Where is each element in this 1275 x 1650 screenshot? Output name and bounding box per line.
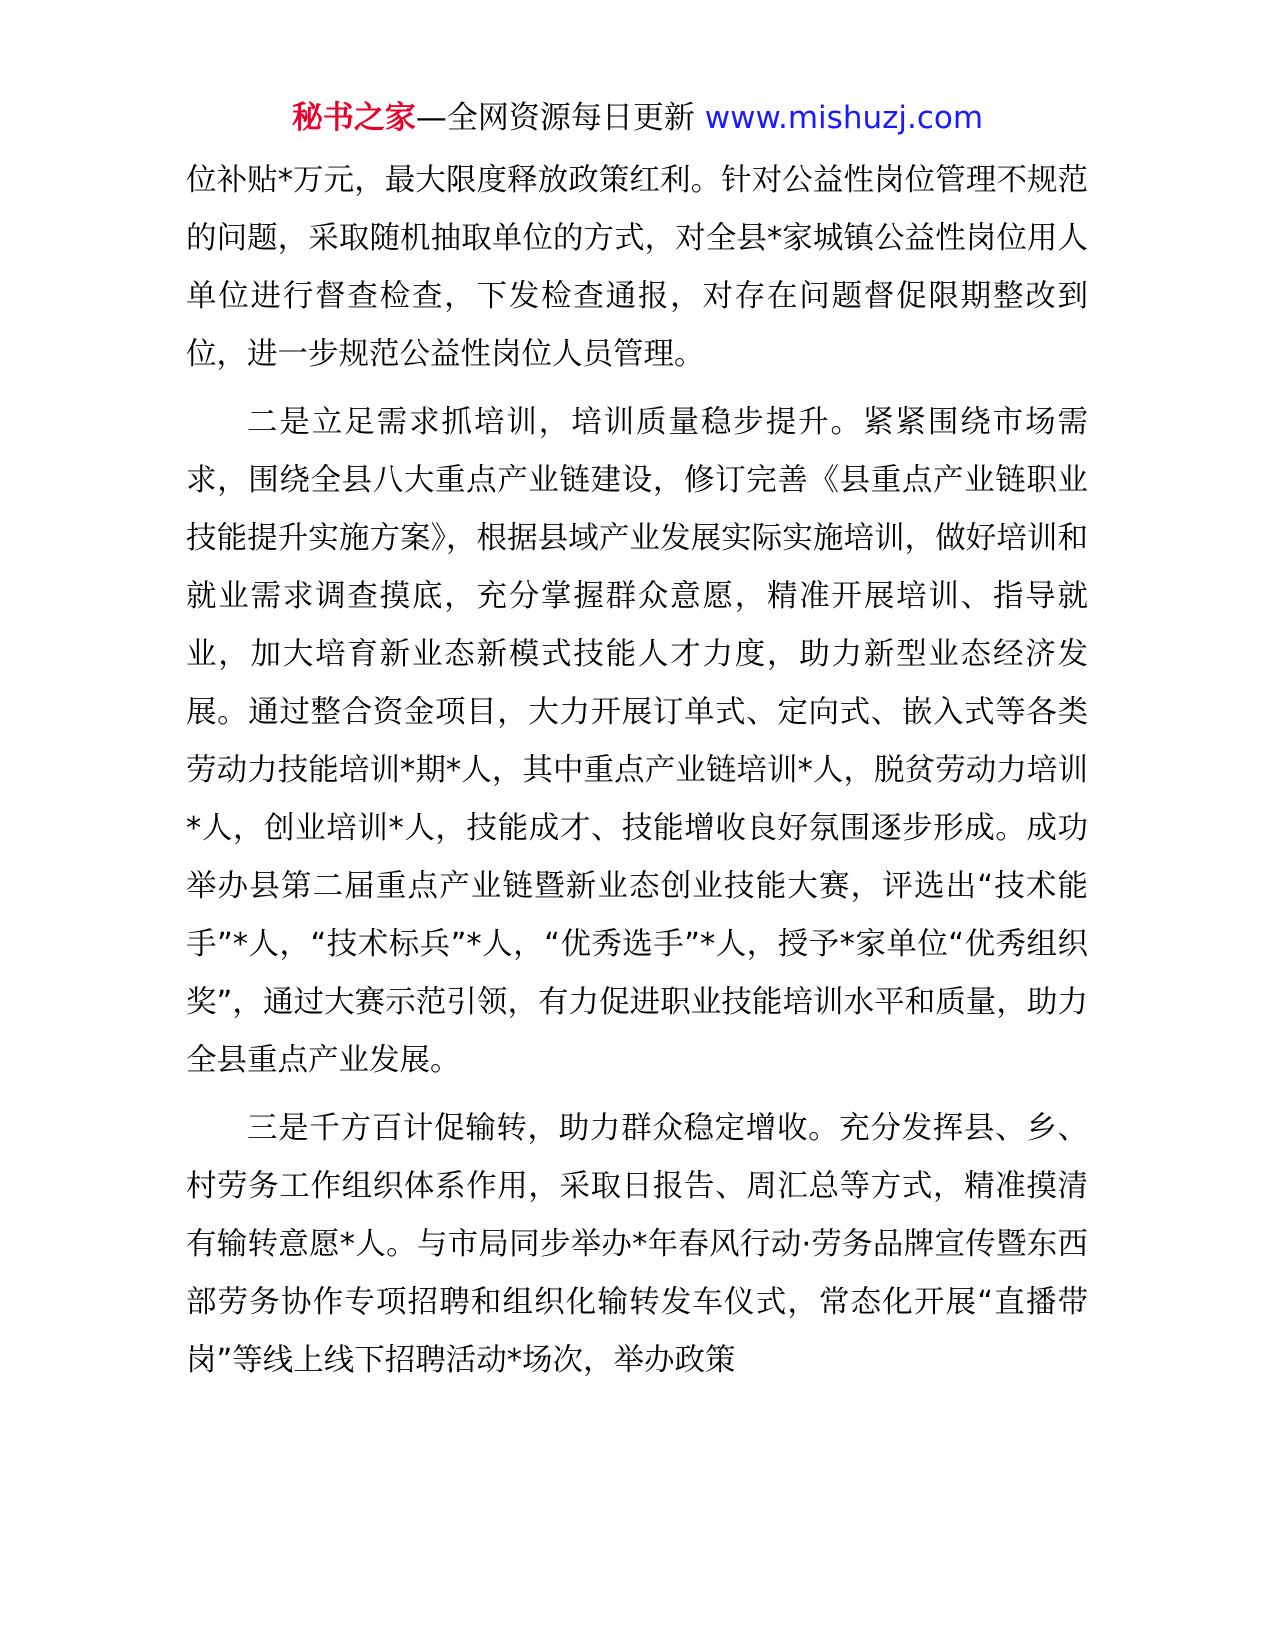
brand-name: 秘书之家	[291, 100, 416, 136]
paragraph-transfer: 三是千方百计促输转，助力群众稳定增收。充分发挥县、乡、村劳务工作组织体系作用，采取日报告、周汇总等方式，精准摸清有输转意愿*人。与市局同步举办*年春风行动·劳务品牌宣传暨东西部劳务协作专项招聘和组织化输转发车仪式，常态化开展“直播带岗”等线上线下招聘活动*场次，举办政策	[186, 1111, 1088, 1378]
paragraph-continuation: 位补贴*万元，最大限度释放政策红利。针对公益性岗位管理不规范的问题，采取随机抽取单位的方式，对全县*家城镇公益性岗位用人单位进行督查检查，下发检查通报，对存在问题督促限期整改到位，进一步规范公益性岗位人员管理。	[186, 163, 1088, 372]
document-body	[186, 152, 1088, 1390]
paragraph-training: 二是立足需求抓培训，培训质量稳步提升。紧紧围绕市场需求，围绕全县八大重点产业链建设，修订完善《县重点产业链职业技能提升实施方案》，根据县域产业发展实际实施培训，做好培训和就业需求调查摸底，充分掌握群众意愿，精准开展培训、指导就业，加大培育新业态新模式技能人才力度，助力新型业态经济发展。通过整合资金项目，大力开展订单式、定向式、嵌入式等各类劳动力技能培训*期*人，其中重点产业链培训*人，脱贫劳动力培训*人，创业培训*人，技能成才、技能增收良好氛围逐步形成。成功举办县第二届重点产业链暨新业态创业技能大赛，评选出“技术能手”*人，“技术标兵”*人，“优秀选手”*人，授予*家单位“优秀组织奖”，通过大赛示范引领，有力促进职业技能培训水平和质量，助力全县重点产业发展。	[186, 405, 1088, 1078]
site-url-link[interactable]: www.mishuzj.com	[704, 100, 984, 136]
page-header	[0, 96, 1275, 140]
header-tagline: —全网资源每日更新	[415, 100, 705, 136]
